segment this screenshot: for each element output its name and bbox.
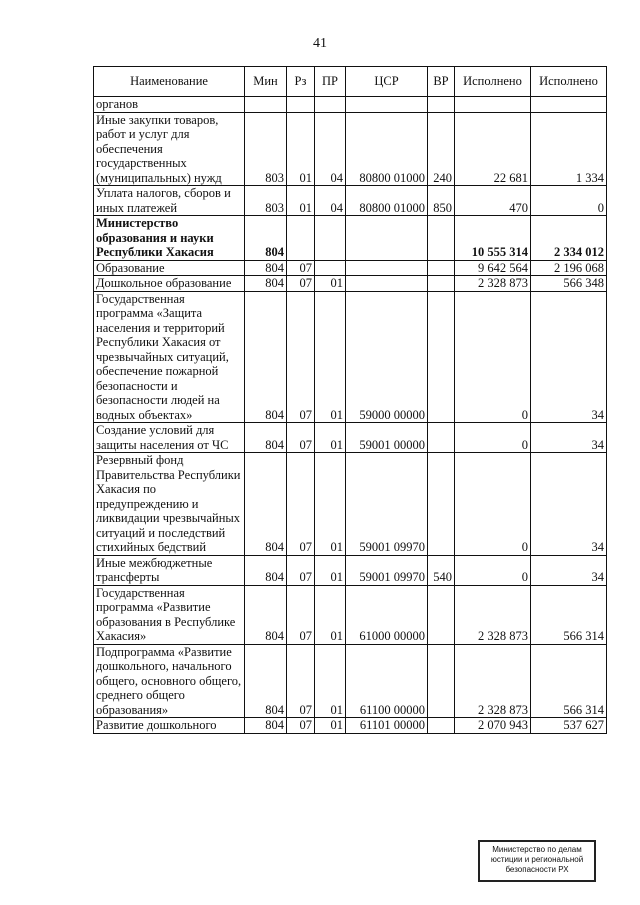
cell-csr: 61100 00000	[346, 644, 428, 718]
cell-executed-2: 1 334	[531, 112, 607, 186]
cell-csr: 61101 00000	[346, 718, 428, 734]
cell-pr: 01	[315, 423, 346, 453]
cell-min	[245, 97, 287, 113]
header-rz: Рз	[287, 67, 315, 97]
cell-vr: 850	[428, 186, 455, 216]
table-row	[94, 186, 607, 216]
cell-executed-1: 2 328 873	[455, 644, 531, 718]
header-executed-1: Исполнено	[455, 67, 531, 97]
cell-csr	[346, 276, 428, 292]
cell-executed-2: 566 314	[531, 644, 607, 718]
stamp-line-1: Министерство по делам	[492, 845, 582, 854]
header-min: Мин	[245, 67, 287, 97]
cell-executed-2: 34	[531, 291, 607, 423]
table-row	[94, 276, 607, 292]
header-pr: ПР	[315, 67, 346, 97]
cell-csr: 80800 01000	[346, 186, 428, 216]
cell-vr	[428, 97, 455, 113]
cell-executed-1: 470	[455, 186, 531, 216]
table-row	[94, 216, 607, 261]
cell-vr: 240	[428, 112, 455, 186]
cell-executed-1: 0	[455, 555, 531, 585]
cell-name: Уплата налогов, сборов и иных платежей	[94, 186, 245, 216]
budget-table	[93, 66, 607, 734]
cell-pr: 01	[315, 718, 346, 734]
header-executed-2: Исполнено	[531, 67, 607, 97]
cell-csr	[346, 216, 428, 261]
table-body	[94, 97, 607, 734]
cell-executed-1: 9 642 564	[455, 260, 531, 276]
cell-rz	[287, 216, 315, 261]
table-row	[94, 453, 607, 556]
header-vr: ВР	[428, 67, 455, 97]
cell-min: 804	[245, 718, 287, 734]
cell-rz: 01	[287, 186, 315, 216]
cell-name: Резервный фонд Правительства Республики Хакасия по предупреждению и ликвидации чрезвычайных ситуаций и последствий стихийных бедствий	[94, 453, 245, 556]
cell-name: Министерство образования и науки Республики Хакасия	[94, 216, 245, 261]
cell-name: Государственная программа «Развитие образования в Республике Хакасия»	[94, 585, 245, 644]
cell-executed-1: 10 555 314	[455, 216, 531, 261]
cell-min: 804	[245, 291, 287, 423]
cell-csr: 59001 00000	[346, 423, 428, 453]
cell-pr: 01	[315, 453, 346, 556]
cell-csr	[346, 260, 428, 276]
cell-pr: 04	[315, 112, 346, 186]
cell-pr: 01	[315, 644, 346, 718]
cell-executed-1: 0	[455, 453, 531, 556]
cell-min: 804	[245, 423, 287, 453]
cell-vr	[428, 644, 455, 718]
cell-min: 804	[245, 453, 287, 556]
cell-rz: 07	[287, 291, 315, 423]
cell-csr: 59001 09970	[346, 453, 428, 556]
cell-name: Иные межбюджетные трансферты	[94, 555, 245, 585]
stamp-line-3: безопасности РХ	[505, 865, 569, 874]
cell-vr	[428, 291, 455, 423]
cell-executed-2: 2 334 012	[531, 216, 607, 261]
cell-vr	[428, 585, 455, 644]
cell-executed-1: 2 070 943	[455, 718, 531, 734]
cell-min: 804	[245, 585, 287, 644]
cell-min: 803	[245, 186, 287, 216]
cell-rz: 07	[287, 718, 315, 734]
cell-csr: 59001 09970	[346, 555, 428, 585]
cell-pr: 04	[315, 186, 346, 216]
cell-rz: 07	[287, 260, 315, 276]
cell-min: 803	[245, 112, 287, 186]
cell-name: Образование	[94, 260, 245, 276]
cell-executed-1	[455, 97, 531, 113]
cell-name: Государственная программа «Защита населения и территорий Республики Хакасия от чрезвычайных ситуаций, обеспечение пожарной безопасности и безопасности людей на водных объектах»	[94, 291, 245, 423]
cell-name: Иные закупки товаров, работ и услуг для обеспечения государственных (муниципальных) нужд	[94, 112, 245, 186]
table-row	[94, 291, 607, 423]
table-row	[94, 423, 607, 453]
cell-vr	[428, 260, 455, 276]
stamp-line-2: юстиции и региональной	[490, 855, 584, 864]
cell-csr: 61000 00000	[346, 585, 428, 644]
cell-executed-2: 537 627	[531, 718, 607, 734]
cell-pr	[315, 97, 346, 113]
cell-vr	[428, 423, 455, 453]
cell-executed-2: 34	[531, 453, 607, 556]
cell-executed-1: 2 328 873	[455, 585, 531, 644]
page-number: 41	[313, 36, 327, 51]
cell-rz: 01	[287, 112, 315, 186]
cell-pr: 01	[315, 276, 346, 292]
header-csr: ЦСР	[346, 67, 428, 97]
cell-executed-1: 22 681	[455, 112, 531, 186]
cell-executed-1: 0	[455, 423, 531, 453]
cell-executed-1: 0	[455, 291, 531, 423]
cell-executed-2: 34	[531, 555, 607, 585]
table-row	[94, 260, 607, 276]
cell-csr: 59000 00000	[346, 291, 428, 423]
table-row	[94, 555, 607, 585]
cell-name: органов	[94, 97, 245, 113]
table-row	[94, 644, 607, 718]
cell-pr: 01	[315, 555, 346, 585]
cell-rz: 07	[287, 423, 315, 453]
cell-rz: 07	[287, 276, 315, 292]
cell-csr	[346, 97, 428, 113]
cell-pr: 01	[315, 291, 346, 423]
cell-executed-2: 0	[531, 186, 607, 216]
cell-min: 804	[245, 260, 287, 276]
cell-name: Дошкольное образование	[94, 276, 245, 292]
cell-pr	[315, 216, 346, 261]
cell-rz: 07	[287, 585, 315, 644]
cell-name: Развитие дошкольного	[94, 718, 245, 734]
cell-vr	[428, 216, 455, 261]
cell-rz: 07	[287, 555, 315, 585]
cell-name: Создание условий для защиты населения от ЧС	[94, 423, 245, 453]
cell-min: 804	[245, 216, 287, 261]
header-name: Наименование	[94, 67, 245, 97]
cell-executed-2	[531, 97, 607, 113]
cell-min: 804	[245, 276, 287, 292]
cell-vr	[428, 718, 455, 734]
cell-vr: 540	[428, 555, 455, 585]
header-row	[94, 67, 607, 97]
cell-executed-2: 34	[531, 423, 607, 453]
cell-pr	[315, 260, 346, 276]
cell-rz	[287, 97, 315, 113]
cell-pr: 01	[315, 585, 346, 644]
cell-name: Подпрограмма «Развитие дошкольного, начального общего, основного общего, среднего общего образования»	[94, 644, 245, 718]
cell-rz: 07	[287, 644, 315, 718]
cell-executed-1: 2 328 873	[455, 276, 531, 292]
cell-executed-2: 2 196 068	[531, 260, 607, 276]
table-row	[94, 97, 607, 113]
table-row	[94, 718, 607, 734]
cell-min: 804	[245, 644, 287, 718]
cell-rz: 07	[287, 453, 315, 556]
cell-vr	[428, 453, 455, 556]
table-row	[94, 112, 607, 186]
cell-executed-2: 566 314	[531, 585, 607, 644]
cell-vr	[428, 276, 455, 292]
cell-min: 804	[245, 555, 287, 585]
official-stamp	[478, 840, 596, 882]
cell-csr: 80800 01000	[346, 112, 428, 186]
cell-executed-2: 566 348	[531, 276, 607, 292]
table-row	[94, 585, 607, 644]
